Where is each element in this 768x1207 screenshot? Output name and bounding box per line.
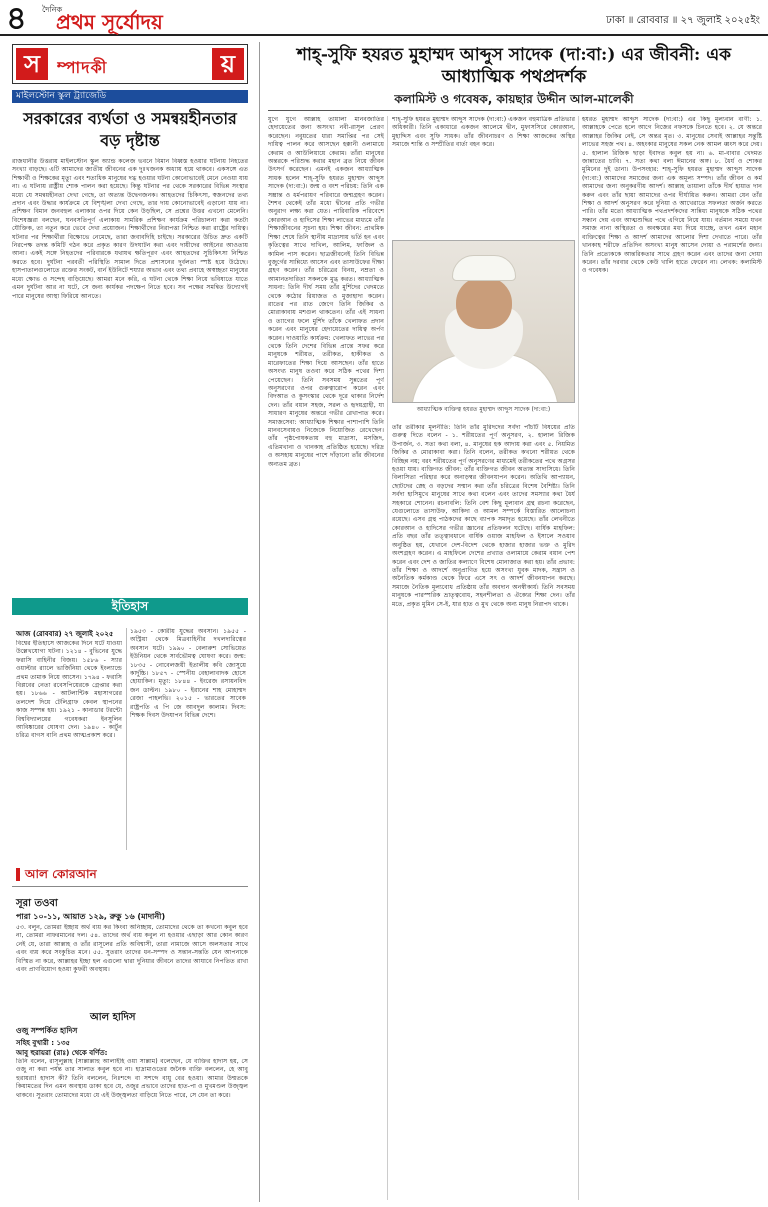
photo-face — [456, 277, 512, 329]
masthead — [0, 0, 768, 36]
hadith-topic: ওজু সম্পর্কিত হাদিস — [16, 1026, 78, 1035]
itihas-heading: ইতিহাস — [12, 598, 248, 615]
article-headline: শাহ্-সুফি হযরত মুহাম্মদ আব্দুস সাদেক (দা:বা:) এর জীবনী: এক আধ্যাত্মিক পথপ্রদর্শক — [296, 45, 732, 87]
article-divider-1 — [387, 116, 388, 1200]
editorial-banner-letter-right: য় — [212, 48, 244, 80]
article-column-2-top: শাহ্-সুফি হযরত মুহাম্মদ আব্দুস সাদেক (দা:বা:) একজন বহুমাত্রিক প্রতিভার অধিকারী। তিনি একাধারে একজন আলেমে দ্বীন, মুফাসসিরে কোরআন, মুহাদ্দিস এবং সুফি সাধক। তাঁর জীবনাচরণ ও শিক্ষা আজকের অস্থির সমাজে শান্তি ও সম্প্রীতির বার্তা বহন করে। — [392, 116, 575, 149]
dateline: ঢাকা ॥ রোববার ॥ ২৭ জুলাই ২০২৫ইং — [606, 15, 760, 26]
article-photo — [392, 240, 575, 403]
editorial-banner-text: ম্পাদকী — [57, 58, 108, 77]
article-byline: কলামিস্ট ও গবেষক, কায়ছার উদ্দীন আল-মালেকী — [394, 92, 634, 106]
article-divider-2 — [578, 116, 579, 1200]
editorial-banner — [12, 44, 248, 84]
quran-body: ৫৩. বলুন, তোমরা ইচ্ছায় অর্থ ব্যয় কর কিংবা অনিচ্ছায়, তোমাদের থেকে তা কখনো কবুল হবে না, তোমরা নাফরমানের দল। ৫৪. তাদের অর্থ ব্যয় কবুল না হওয়ার এছাড়া আর কোন কারণ নেই যে, তারা আল্লাহ ও তাঁর রাসূলের প্রতি অবিশ্বাসী, তারা নামাজে আসে অলসতার সাথে এবং ব্যয় করে সংকুচিত মনে। ৫৫. সুতরাং তাদের ধন-সম্পদ ও সন্তান-সন্ততি যেন আপনাকে বিস্মিত না করে, আল্লাহর ইচ্ছা হল এগুলো দ্বারা দুনিয়ার জীবনে তাদের আযাবে নিপতিত রাখা এবং প্রাণবিয়োগ হওয়া কুফরী অবস্থায়। — [16, 924, 248, 974]
sura-title: সূরা তওবা — [16, 898, 58, 909]
hadith-narrator: আবু হুরায়রা (রাঃ) থেকে বর্ণিত: — [16, 1049, 108, 1057]
itihas-column-2: ১৯৫৩ - কোরীয় যুদ্ধের অবসান। ১৯৫৫ - অস্ট্রিয়া থেকে মিত্রবাহিনীর দখলদারিত্বের অবসান ঘটে। ১৯৯০ - বেলারুশ সোভিয়েত ইউনিয়ন থেকে সার্বভৌমত্ব ঘোষণা করে। জন্ম: ১৮৩৫ - নোবেলজয়ী ইতালীয় কবি জোসুয়ে কার্দুচ্চি। ১৮৫৭ - স্পেনীয় বেহালাবাদক হোসে হোয়াকিন। মৃত্যু: ১৮৪৪ - ইংরেজ রসায়নবিদ জন ডাল্টন। ১৯৮০ - ইরানের শাহ মোহাম্মদ রেজা পাহলভি। ২০১৫ - ভারতের সাবেক রাষ্ট্রপতি এ পি জে আবদুল কালাম। দিবস: শিক্ষক দিবস উদযাপন বিভিন্ন দেশে। — [130, 628, 246, 720]
editorial-kicker: মাইলস্টোন স্কুল ট্র্যাজেডি — [12, 90, 248, 103]
sura-reference: পারা ১০-১১, আয়াত ১২৯, রুকু ১৬ (মাদানী) — [16, 912, 166, 921]
article-column-1: যুগে যুগে আল্লাহ তায়ালা মানবজাতির হেদায়েতের জন্য অসংখ্য নবী-রাসূল প্রেরণ করেছেন। নবুয়তের ধারা সমাপ্তির পর সেই দায়িত্ব পালন করে আসছেন হক্কানী ওলামায়ে কেরাম ও আউলিয়ায়ে কেরাম। তাঁরা মানুষের অন্তরকে পরিশুদ্ধ করার মহান ব্রত নিয়ে জীবন উৎসর্গ করেছেন। এমনই একজন আধ্যাত্মিক সাধক হলেন শাহ্-সুফি হযরত মুহাম্মদ আব্দুস সাদেক (দা:বা:)। জন্ম ও বংশ পরিচয়: তিনি এক সম্ভ্রান্ত ও ধর্মপরায়ণ পরিবারে জন্মগ্রহণ করেন। শৈশব থেকেই তাঁর মধ্যে দ্বীনের প্রতি গভীর অনুরাগ লক্ষ্য করা যেত। পারিবারিক পরিবেশে কোরআন ও হাদিসের শিক্ষা লাভের মাধ্যমে তাঁর শিক্ষাজীবনের সূচনা হয়। শিক্ষা জীবন: প্রাথমিক শিক্ষা শেষে তিনি স্থানীয় মাদ্রাসায় ভর্তি হন এবং কৃতিত্বের সাথে দাখিল, আলিম, ফাজিল ও কামিল পাস করেন। ছাত্রজীবনেই তিনি বিভিন্ন বুজুর্গের সান্নিধ্যে আসেন এবং তাসাউফের দীক্ষা গ্রহণ করেন। তাঁর চরিত্রের বিনয়, নম্রতা ও আমানতদারিতা সকলকে মুগ্ধ করত। আধ্যাত্মিক সাধনা: তিনি দীর্ঘ সময় তাঁর মুর্শিদের খেদমতে থেকে কঠোর রিয়াজত ও মুজাহাদা করেন। রাতের পর রাত জেগে তিনি জিকির ও মোরাকাবায় মশগুল থাকতেন। তাঁর এই সাধনা ও ত্যাগের ফলে মুর্শিদ তাঁকে খেলাফত প্রদান করেন এবং মানুষের হেদায়েতের দায়িত্ব অর্পণ করেন। দাওয়াতি কার্যক্রম: খেলাফত লাভের পর থেকে তিনি দেশের বিভিন্ন প্রান্তে সফর করে মানুষকে শরীয়ত, তরীকত, হাকীকত ও মারেফাতের শিক্ষা দিয়ে আসছেন। তাঁর হাতে অসংখ্য মানুষ তওবা করে সঠিক পথের দিশা পেয়েছেন। তিনি সবসময় সুন্নতের পূর্ণ অনুসরণের ওপর গুরুত্বারোপ করেন এবং বিদআত ও কুসংস্কার থেকে দূরে থাকার নির্দেশ দেন। তাঁর বয়ান সহজ, সরল ও হৃদয়গ্রাহী, যা সাধারণ মানুষের অন্তরে গভীর রেখাপাত করে। সমাজসেবা: আধ্যাত্মিক শিক্ষার পাশাপাশি তিনি মানবসেবায়ও নিজেকে নিয়োজিত রেখেছেন। তাঁর পৃষ্ঠপোষকতায় বহু মাদ্রাসা, মসজিদ, এতিমখানা ও খানকাহ প্রতিষ্ঠিত হয়েছে। দরিদ্র ও অসহায় মানুষের পাশে দাঁড়ানো তাঁর জীবনের অন্যতম ব্রত। — [268, 116, 384, 468]
column-divider — [259, 42, 260, 1202]
photo-cap — [452, 255, 516, 281]
itihas-divider — [126, 628, 127, 850]
hadith-heading: আল হাদিস — [90, 1012, 136, 1023]
article-rule — [268, 110, 760, 111]
hadith-source: সহিহ বুখারী : ১৩৫ — [16, 1039, 71, 1047]
logo-name: প্রথম সূর্যোদয় — [56, 10, 163, 34]
quran-rule — [12, 886, 248, 887]
page-number: ৪ — [6, 0, 27, 37]
article-column-3: হযরত মুহাম্মদ আব্দুস সাদেক (দা:বা:) এর কিছু মূল্যবান বাণী: ১. আল্লাহকে পেতে হলে আগে নিজের নফসকে চিনতে হবে। ২. যে অন্তরে আল্লাহর জিকির নেই, সে অন্তর মৃত। ৩. মানুষের সেবাই আল্লাহর সন্তুষ্টি লাভের সহজ পথ। ৪. অহংকার মানুষের সকল নেক আমল ধ্বংস করে দেয়। ৫. হালাল রিজিক ছাড়া ইবাদত কবুল হয় না। ৬. মা-বাবার খেদমত জান্নাতের চাবি। ৭. সত্য কথা বলা ঈমানের অঙ্গ। ৮. ধৈর্য ও শোকর মুমিনের দুই ডানা। উপসংহার: শাহ্-সুফি হযরত মুহাম্মদ আব্দুস সাদেক (দা:বা:) আমাদের সমাজের জন্য এক অমূল্য সম্পদ। তাঁর জীবন ও কর্ম আমাদের জন্য অনুকরণীয় আদর্শ। আল্লাহ তায়ালা তাঁকে দীর্ঘ হায়াত দান করুন এবং তাঁর ছায়া আমাদের ওপর দীর্ঘায়িত করুন। আমরা যেন তাঁর শিক্ষা ও আদর্শ অনুসরণ করে দুনিয়া ও আখেরাতে সফলতা অর্জন করতে পারি। তাঁর মতো আধ্যাত্মিক পথপ্রদর্শকদের সান্নিধ্য মানুষকে সঠিক পথের সন্ধান দেয় এবং আত্মশুদ্ধির পথে এগিয়ে নিয়ে যায়। বর্তমান সময়ে যখন সমাজ নানা অস্থিরতা ও অবক্ষয়ের মধ্য দিয়ে যাচ্ছে, তখন এমন মহান ব্যক্তিত্বের শিক্ষা ও আদর্শ আমাদের আলোর দিশা দেখাতে পারে। তাঁর খানকাহ শরীফে প্রতিদিন অসংখ্য মানুষ আসেন দোয়া ও পরামর্শের জন্য। তিনি প্রত্যেককে আন্তরিকতার সাথে গ্রহণ করেন এবং তাদের জন্য দোয়া করেন। তাঁর দরবার থেকে কেউ খালি হাতে ফেরেন না। লেখক: কলামিস্ট ও গবেষক। — [582, 116, 762, 275]
editorial-body: রাজধানীর উত্তরায় মাইলস্টোন স্কুল অ্যান্ড কলেজ ভবনে বিমান বিধ্বস্ত হওয়ার ঘটনায় নিহতের সংখ্যা বাড়ছে। এটি আমাদের জাতীয় জীবনের এক দুঃখজনক অধ্যায় হয়ে থাকবে। একসঙ্গে এত শিক্ষার্থী ও শিক্ষকের মৃত্যু এবং শতাধিক মানুষের দগ্ধ হওয়ার ঘটনা কোনোভাবেই মেনে নেওয়া যায় না। এ ঘটনায় রাষ্ট্রীয় শোক পালন করা হয়েছে। কিন্তু ঘটনার পর থেকে সরকারের বিভিন্ন সংস্থার মধ্যে যে সমন্বয়হীনতা দেখা গেছে, তা অত্যন্ত উদ্বেগজনক। আহতদের চিকিৎসা, স্বজনদের তথ্য প্রদান এবং উদ্ধার কার্যক্রমে যে বিশৃঙ্খলা দেখা গেছে, তার দায় কোনোভাবেই এড়ানো যায় না। প্রশিক্ষণ বিমান জনবহুল এলাকার ওপর দিয়ে কেন উড়ছিল, সে প্রশ্নের উত্তর এখনো মেলেনি। বিশেষজ্ঞরা বলছেন, ঘনবসতিপূর্ণ এলাকায় সামরিক প্রশিক্ষণ কার্যক্রম পরিচালনা করা কতটা যৌক্তিক, তা নতুন করে ভেবে দেখা প্রয়োজন। শিক্ষার্থীদের নিরাপত্তা নিশ্চিত করা রাষ্ট্রের দায়িত্ব। ঘটনার পর শিক্ষার্থীরা বিক্ষোভে নেমেছে, তারা জবাবদিহি চাইছে। সরকারের উচিত দ্রুত একটি নিরপেক্ষ তদন্ত কমিটি গঠন করে প্রকৃত কারণ উদঘাটন করা এবং দায়ীদের আইনের আওতায় আনা। একই সঙ্গে নিহতদের পরিবারকে যথাযথ ক্ষতিপূরণ এবং আহতদের সুচিকিৎসা নিশ্চিত করতে হবে। দুর্ঘটনা পরবর্তী পরিস্থিতি সামাল দিতে প্রশাসনের দুর্বলতা স্পষ্ট হয়ে উঠেছে। হাসপাতালগুলোতে রক্তের সংকট, বার্ন ইউনিটে শয্যার অভাব এবং তথ্য প্রবাহে অস্বচ্ছতা মানুষের মধ্যে ক্ষোভ ও সন্দেহ বাড়িয়েছে। আমরা মনে করি, এ ঘটনা থেকে শিক্ষা নিয়ে ভবিষ্যতে যাতে এমন দুর্ঘটনা আর না ঘটে, সে জন্য কার্যকর পদক্ষেপ নিতে হবে। সব পক্ষের সমন্বিত উদ্যোগই পারে মানুষের আস্থা ফিরিয়ে আনতে। — [12, 158, 248, 300]
editorial-headline: সরকারের ব্যর্থতা ও সমন্বয়হীনতার বড় দৃষ্টান্ত — [23, 109, 237, 150]
editorial-banner-letter-left: স — [16, 48, 48, 80]
logo-small-text: দৈনিক — [42, 5, 63, 14]
photo-caption: আধ্যাত্মিক ব্যক্তিত্ব হযরত মুহাম্মদ আব্দুস সাদেক (দা:বা:) — [416, 406, 551, 413]
hadith-body: তিনি বলেন, রাসূলুল্লাহ (সাল্লাল্লাহু আলাইহি ওয়া সাল্লাম) বলেছেন, যে ব্যক্তির হাদাস হয়, সে ওজু না করা পর্যন্ত তার সালাত কবুল হবে না। হাদ্রামাওতের জনৈক ব্যক্তি বললেন, হে আবু হুরায়রা! হাদাস কী? তিনি বললেন, নিঃশব্দে বা সশব্দে বায়ু বের হওয়া। আমার উম্মতকে কিয়ামতের দিন এমন অবস্থায় ডাকা হবে যে, ওজুর প্রভাবে তাদের হাত-পা ও মুখমণ্ডল উজ্জ্বল থাকবে। সুতরাং তোমাদের মধ্যে যে এই উজ্জ্বলতা বাড়িয়ে নিতে পারে, সে যেন তা করে। — [16, 1058, 248, 1099]
quran-heading: আল কোরআন — [16, 868, 97, 881]
newspaper-logo — [42, 4, 192, 34]
itihas-column-1: বিশ্বের ইতিহাসে আজকের দিনে ঘটে যাওয়া উল্লেখযোগ্য ঘটনা। ১২১৪ - বুভিনের যুদ্ধে ফরাসি বাহিনীর বিজয়। ১৫৮৬ - স্যার ওয়াল্টার র‍্যালে ভার্জিনিয়া থেকে ইংল্যান্ডে প্রথম তামাক নিয়ে আসেন। ১৭৯৪ - ফরাসি বিপ্লবের নেতা রবেসপিয়েরকে গ্রেপ্তার করা হয়। ১৮৬৬ - আটলান্টিক মহাসাগরের তলদেশ দিয়ে টেলিগ্রাফ কেবল স্থাপনের কাজ সম্পন্ন হয়। ১৯২১ - কানাডার টরন্টো বিশ্ববিদ্যালয়ের গবেষকরা ইনসুলিন আবিষ্কারের ঘোষণা দেন। ১৯৪০ - কার্টুন চরিত্র বাগস বানি প্রথম আত্মপ্রকাশ করে। — [16, 640, 122, 740]
itihas-date: আজ (রোববার) ২৭ জুলাই ২০২৫ — [16, 630, 114, 638]
article-column-2-bottom: তাঁর তরীকার মূলনীতি: তিনি তাঁর মুরিদদের সর্বদা পাঁচটি বিষয়ের প্রতি গুরুত্ব দিতে বলেন - ১. শরীয়তের পূর্ণ অনুসরণ, ২. হালাল রিজিক উপার্জন, ৩. সত্য কথা বলা, ৪. মানুষের হক আদায় করা এবং ৫. নিয়মিত জিকির ও মোরাকাবা করা। তিনি বলেন, তরীকত কখনো শরীয়ত থেকে বিচ্ছিন্ন নয়; বরং শরীয়তের পূর্ণ অনুসরণের মাধ্যমেই তরীকতের পথে অগ্রসর হওয়া যায়। ব্যক্তিগত জীবন: তাঁর ব্যক্তিগত জীবন অত্যন্ত সাদাসিধে। তিনি বিলাসিতা পরিহার করে অনাড়ম্বর জীবনযাপন করেন। অতিথি আপ্যায়ন, ছোটদের স্নেহ ও বড়দের সম্মান করা তাঁর চরিত্রের বিশেষ বৈশিষ্ট্য। তিনি সর্বদা হাসিমুখে মানুষের সাথে কথা বলেন এবং তাদের সমস্যার কথা ধৈর্য সহকারে শোনেন। রচনাবলি: তিনি বেশ কিছু মূল্যবান গ্রন্থ রচনা করেছেন, যেগুলোতে তাসাউফ, আকিদা ও আমল সম্পর্কে বিস্তারিত আলোচনা রয়েছে। এসব গ্রন্থ পাঠকদের কাছে ব্যাপক সমাদৃত হয়েছে। তাঁর লেখনীতে কোরআন ও হাদিসের গভীর জ্ঞানের প্রতিফলন ঘটেছে। বার্ষিক মাহফিল: প্রতি বছর তাঁর তত্ত্বাবধানে বার্ষিক ওয়াজ মাহফিল ও ইসালে সওয়াব অনুষ্ঠিত হয়, যেখানে দেশ-বিদেশ থেকে হাজার হাজার ভক্ত ও মুরিদ অংশগ্রহণ করেন। এ মাহফিলে দেশের প্রখ্যাত ওলামায়ে কেরাম বয়ান পেশ করেন এবং দেশ ও জাতির কল্যাণে বিশেষ মোনাজাত করা হয়। তাঁর প্রভাব: তাঁর শিক্ষা ও আদর্শে অনুপ্রাণিত হয়ে অসংখ্য যুবক মাদক, সন্ত্রাস ও অনৈতিক কর্মকাণ্ড থেকে ফিরে এসে সৎ ও আদর্শ জীবনযাপন করছে। সমাজে নৈতিক মূল্যবোধ প্রতিষ্ঠায় তাঁর অবদান অনস্বীকার্য। তিনি সবসময় মানুষকে পারস্পরিক ভ্রাতৃত্ববোধ, সহনশীলতা ও ঐক্যের শিক্ষা দেন। তাঁর মতে, প্রকৃত মুমিন সে-ই, যার হাত ও মুখ থেকে অন্য মানুষ নিরাপদ থাকে। — [392, 424, 575, 608]
